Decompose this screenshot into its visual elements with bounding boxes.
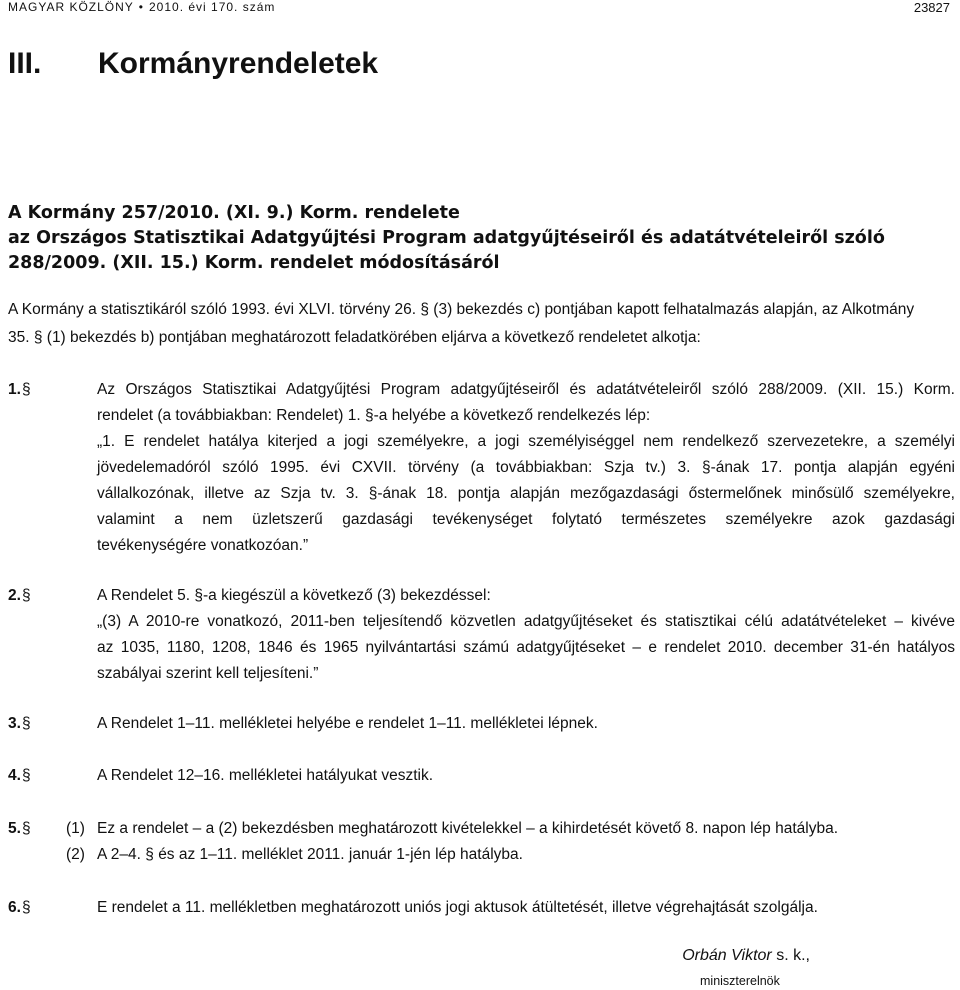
section-line: Az Országos Statisztikai Adatgyűjtési Program adatgyűjtéseiről és adatátvételeiről szóló 288/2009. (XII. 15.) Korm. [97,381,955,398]
signature-suffix: s. k., [771,947,810,964]
page-header [8,0,950,16]
decree-title [8,201,948,276]
section-line: A Rendelet 5. §-a kiegészül a következő (3) bekezdéssel: [97,587,491,604]
subsection-text: A 2–4. § és az 1–11. melléklet 2011. január 1-jén lép hatályba. [97,846,523,863]
section-mark: § [22,820,31,837]
section-mark: § [22,587,31,604]
decree-title-line: 288/2009. (XII. 15.) Korm. rendelet módosításáról [8,253,500,273]
section-number: 3. [8,715,21,732]
preamble [8,296,958,352]
section-title: Kormányrendeletek [98,47,379,80]
signatory: Orbán Viktor [682,947,772,964]
section-line: „1. E rendelet hatálya kiterjed a jogi személyekre, a jogi személyiséggel nem rendelkező szervezetekre, a személyi [97,433,955,450]
section-line: valamint a nem üzletszerű gazdasági tevékenységet folytató természetes személyekre azok gazdasági [97,511,955,528]
section-number: 4. [8,767,21,784]
section-line: tevékenységére vonatkozóan.” [97,537,309,554]
section-mark: § [22,715,31,732]
preamble-line: A Kormány a statisztikáról szóló 1993. évi XLVI. törvény 26. § (3) bekezdés c) pontjában kapott felhatalmazás alapján, az Alkotmány [8,301,915,318]
section-numeral: III. [8,47,42,80]
preamble-line: 35. § (1) bekezdés b) pontjában meghatározott feladatkörében eljárva a következő rendeletet alkotja: [8,329,701,346]
header-separator: • [138,0,144,14]
section-5 [8,816,958,872]
signature-name [682,947,810,965]
section-line: jövedelemadóról szóló 1995. évi CXVII. törvény (a továbbiakban: Szja tv.) 3. §-ának 17. pontja alapján egyéni [97,459,955,476]
section-line: szabályai szerint kell teljesíteni.” [97,665,319,682]
signatory-role: miniszterelnök [700,974,780,988]
section-number: 6. [8,899,21,916]
subsection-label: (1) [66,820,85,837]
section-body [97,377,955,559]
page-number: 23827 [913,0,950,15]
section-number: 5. [8,820,21,837]
publication-name: MAGYAR KÖZLÖNY [8,0,134,14]
section-line: „(3) A 2010-re vonatkozó, 2011-ben teljesítendő közvetlen adatgyűjtéseket és statisztikai célú adatátvételeket – kivéve [97,613,955,630]
section-line: vállalkozónak, illetve az Szja tv. 3. §-ának 18. pontja alapján mezőgazdasági őstermelőnek minősülő személyekre, [97,485,955,502]
section-number: 1. [8,381,21,398]
section-heading [8,47,378,81]
publication-info [8,0,275,14]
section-body [97,711,955,737]
section-line: A Rendelet 12–16. mellékletei hatályukat vesztik. [97,767,434,784]
decree-title-line: A Kormány 257/2010. (XI. 9.) Korm. rendelete [8,203,460,223]
section-body [97,583,955,687]
section-mark: § [22,899,31,916]
section-line: E rendelet a 11. mellékletben meghatározott uniós jogi aktusok átültetését, illetve végrehajtását szolgálja. [97,899,818,916]
decree-title-line: az Országos Statisztikai Adatgyűjtési Program adatgyűjtéseiről és adatátvételeiről szóló [8,228,885,248]
section-line: A Rendelet 1–11. mellékletei helyébe e rendelet 1–11. mellékletei lépnek. [97,715,598,732]
subsection-label: (2) [66,846,85,863]
section-mark: § [22,767,31,784]
issue-info: 2010. évi 170. szám [149,0,276,14]
section-mark: § [22,381,31,398]
section-body [97,895,955,921]
section-number: 2. [8,587,21,604]
section-line: rendelet (a továbbiakban: Rendelet) 1. §-a helyébe a következő rendelkezés lép: [97,407,651,424]
subsection-text: Ez a rendelet – a (2) bekezdésben meghatározott kivételekkel – a kihirdetését követő 8. napon lép hatályba. [97,820,839,837]
section-body [97,763,955,789]
section-line: az 1035, 1180, 1208, 1846 és 1965 nyilvántartási számú adatgyűjtéseket – e rendelet 2010. december 31-én hatályos [97,639,955,656]
